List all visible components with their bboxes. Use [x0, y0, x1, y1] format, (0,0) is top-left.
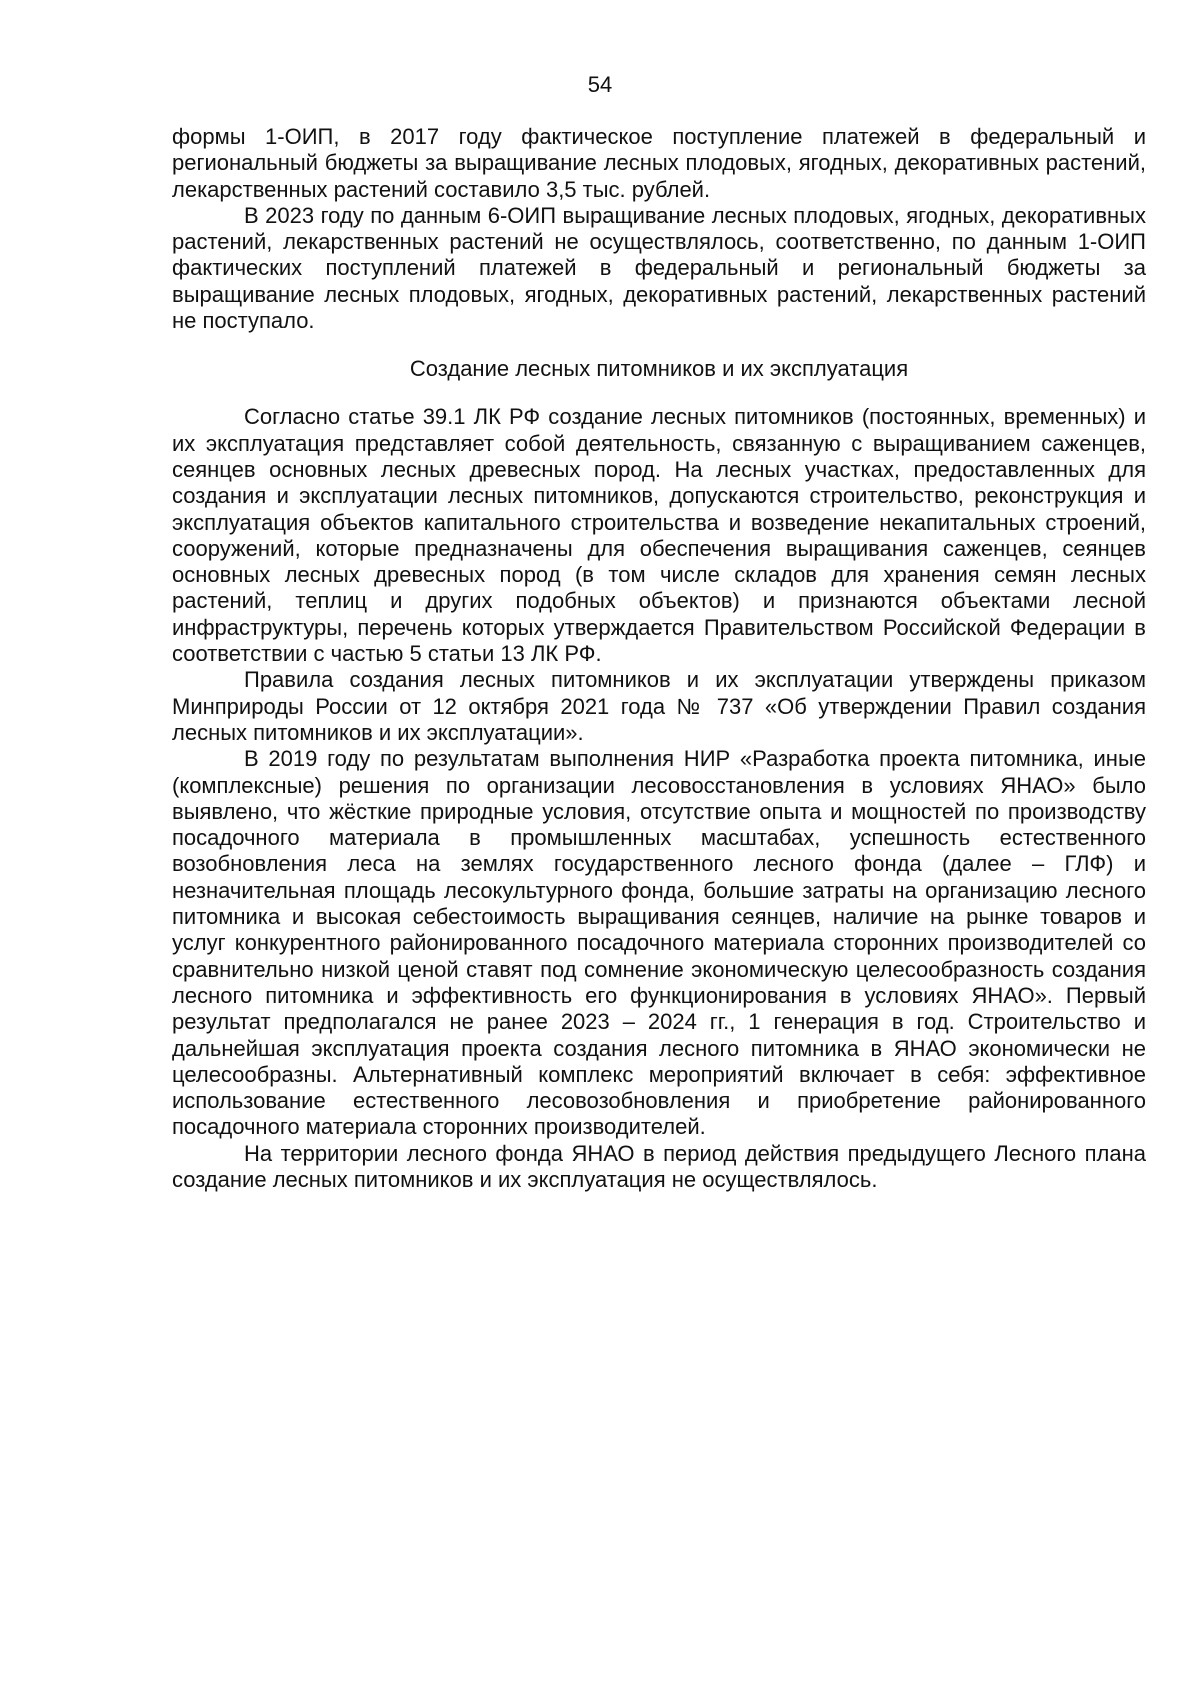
page-number: 54	[587, 72, 613, 97]
paragraph: Правила создания лесных питомников и их эксплуатации утверждены приказом Минприроды России от 12 октября 2021 года № 737 «Об утверждении Правил создания лесных питомников и их эксплуатации».	[172, 667, 1146, 745]
paragraph-continuation: формы 1-ОИП, в 2017 году фактическое поступление платежей в федеральный и региональный бюджеты за выращивание лесных плодовых, ягодных, декоративных растений, лекарственных растений составило 3,5 тыс. рублей.	[172, 124, 1146, 202]
paragraph: На территории лесного фонда ЯНАО в период действия предыдущего Лесного плана создание лесных питомников и их эксплуатация не осуществлялось.	[172, 1140, 1146, 1192]
paragraph: В 2023 году по данным 6-ОИП выращивание лесных плодовых, ягодных, декоративных растений, лекарственных растений не осуществлялось, соответственно, по данным 1-ОИП фактических поступлений платежей в федеральный и региональный бюджеты за выращивание лесных плодовых, ягодных, декоративных растений, лекарственных растений не поступало.	[172, 202, 1146, 334]
paragraph: Согласно статье 39.1 ЛК РФ создание лесных питомников (постоянных, временных) и их эксплуатация представляет собой деятельность, связанную с выращиванием саженцев, сеянцев основных лесных древесных пород. На лесных участках, предоставленных для создания и эксплуатации лесных питомников, допускаются строительство, реконструкция и эксплуатация объектов капитального строительства и возведение некапитальных строений, сооружений, которые предназначены для обеспечения выращивания саженцев, сеянцев основных лесных древесных пород (в том числе складов для хранения семян лесных растений, теплиц и других подобных объектов) и признаются объектами лесной инфраструктуры, перечень которых утверждается Правительством Российской Федерации в соответствии с частью 5 статьи 13 ЛК РФ.	[172, 404, 1146, 667]
paragraph: В 2019 году по результатам выполнения НИР «Разработка проекта питомника, иные (комплексные) решения по организации лесовосстановления в условиях ЯНАО» было выявлено, что жёсткие природные условия, отсутствие опыта и мощностей по производству посадочного материала в промышленных масштабах, успешность естественного возобновления леса на землях государственного лесного фонда (далее – ГЛФ) и незначительная площадь лесокультурного фонда, большие затраты на организацию лесного питомника и высокая себестоимость выращивания сеянцев, наличие на рынке товаров и услуг конкурентного районированного посадочного материала сторонних производителей со сравнительно низкой ценой ставят под сомнение экономическую целесообразность создания лесного питомника и эффективность его функционирования в условиях ЯНАО». Первый результат предполагался не ранее 2023 – 2024 гг., 1 генерация в год. Строительство и дальнейшая эксплуатация проекта создания лесного питомника в ЯНАО экономически не целесообразны. Альтернативный комплекс мероприятий включает в себя: эффективное использование естественного лесовозобновления и приобретение районированного посадочного материала сторонних производителей.	[172, 746, 1146, 1140]
section-heading: Создание лесных питомников и их эксплуатация	[409, 356, 909, 382]
document-body	[172, 124, 1146, 1193]
